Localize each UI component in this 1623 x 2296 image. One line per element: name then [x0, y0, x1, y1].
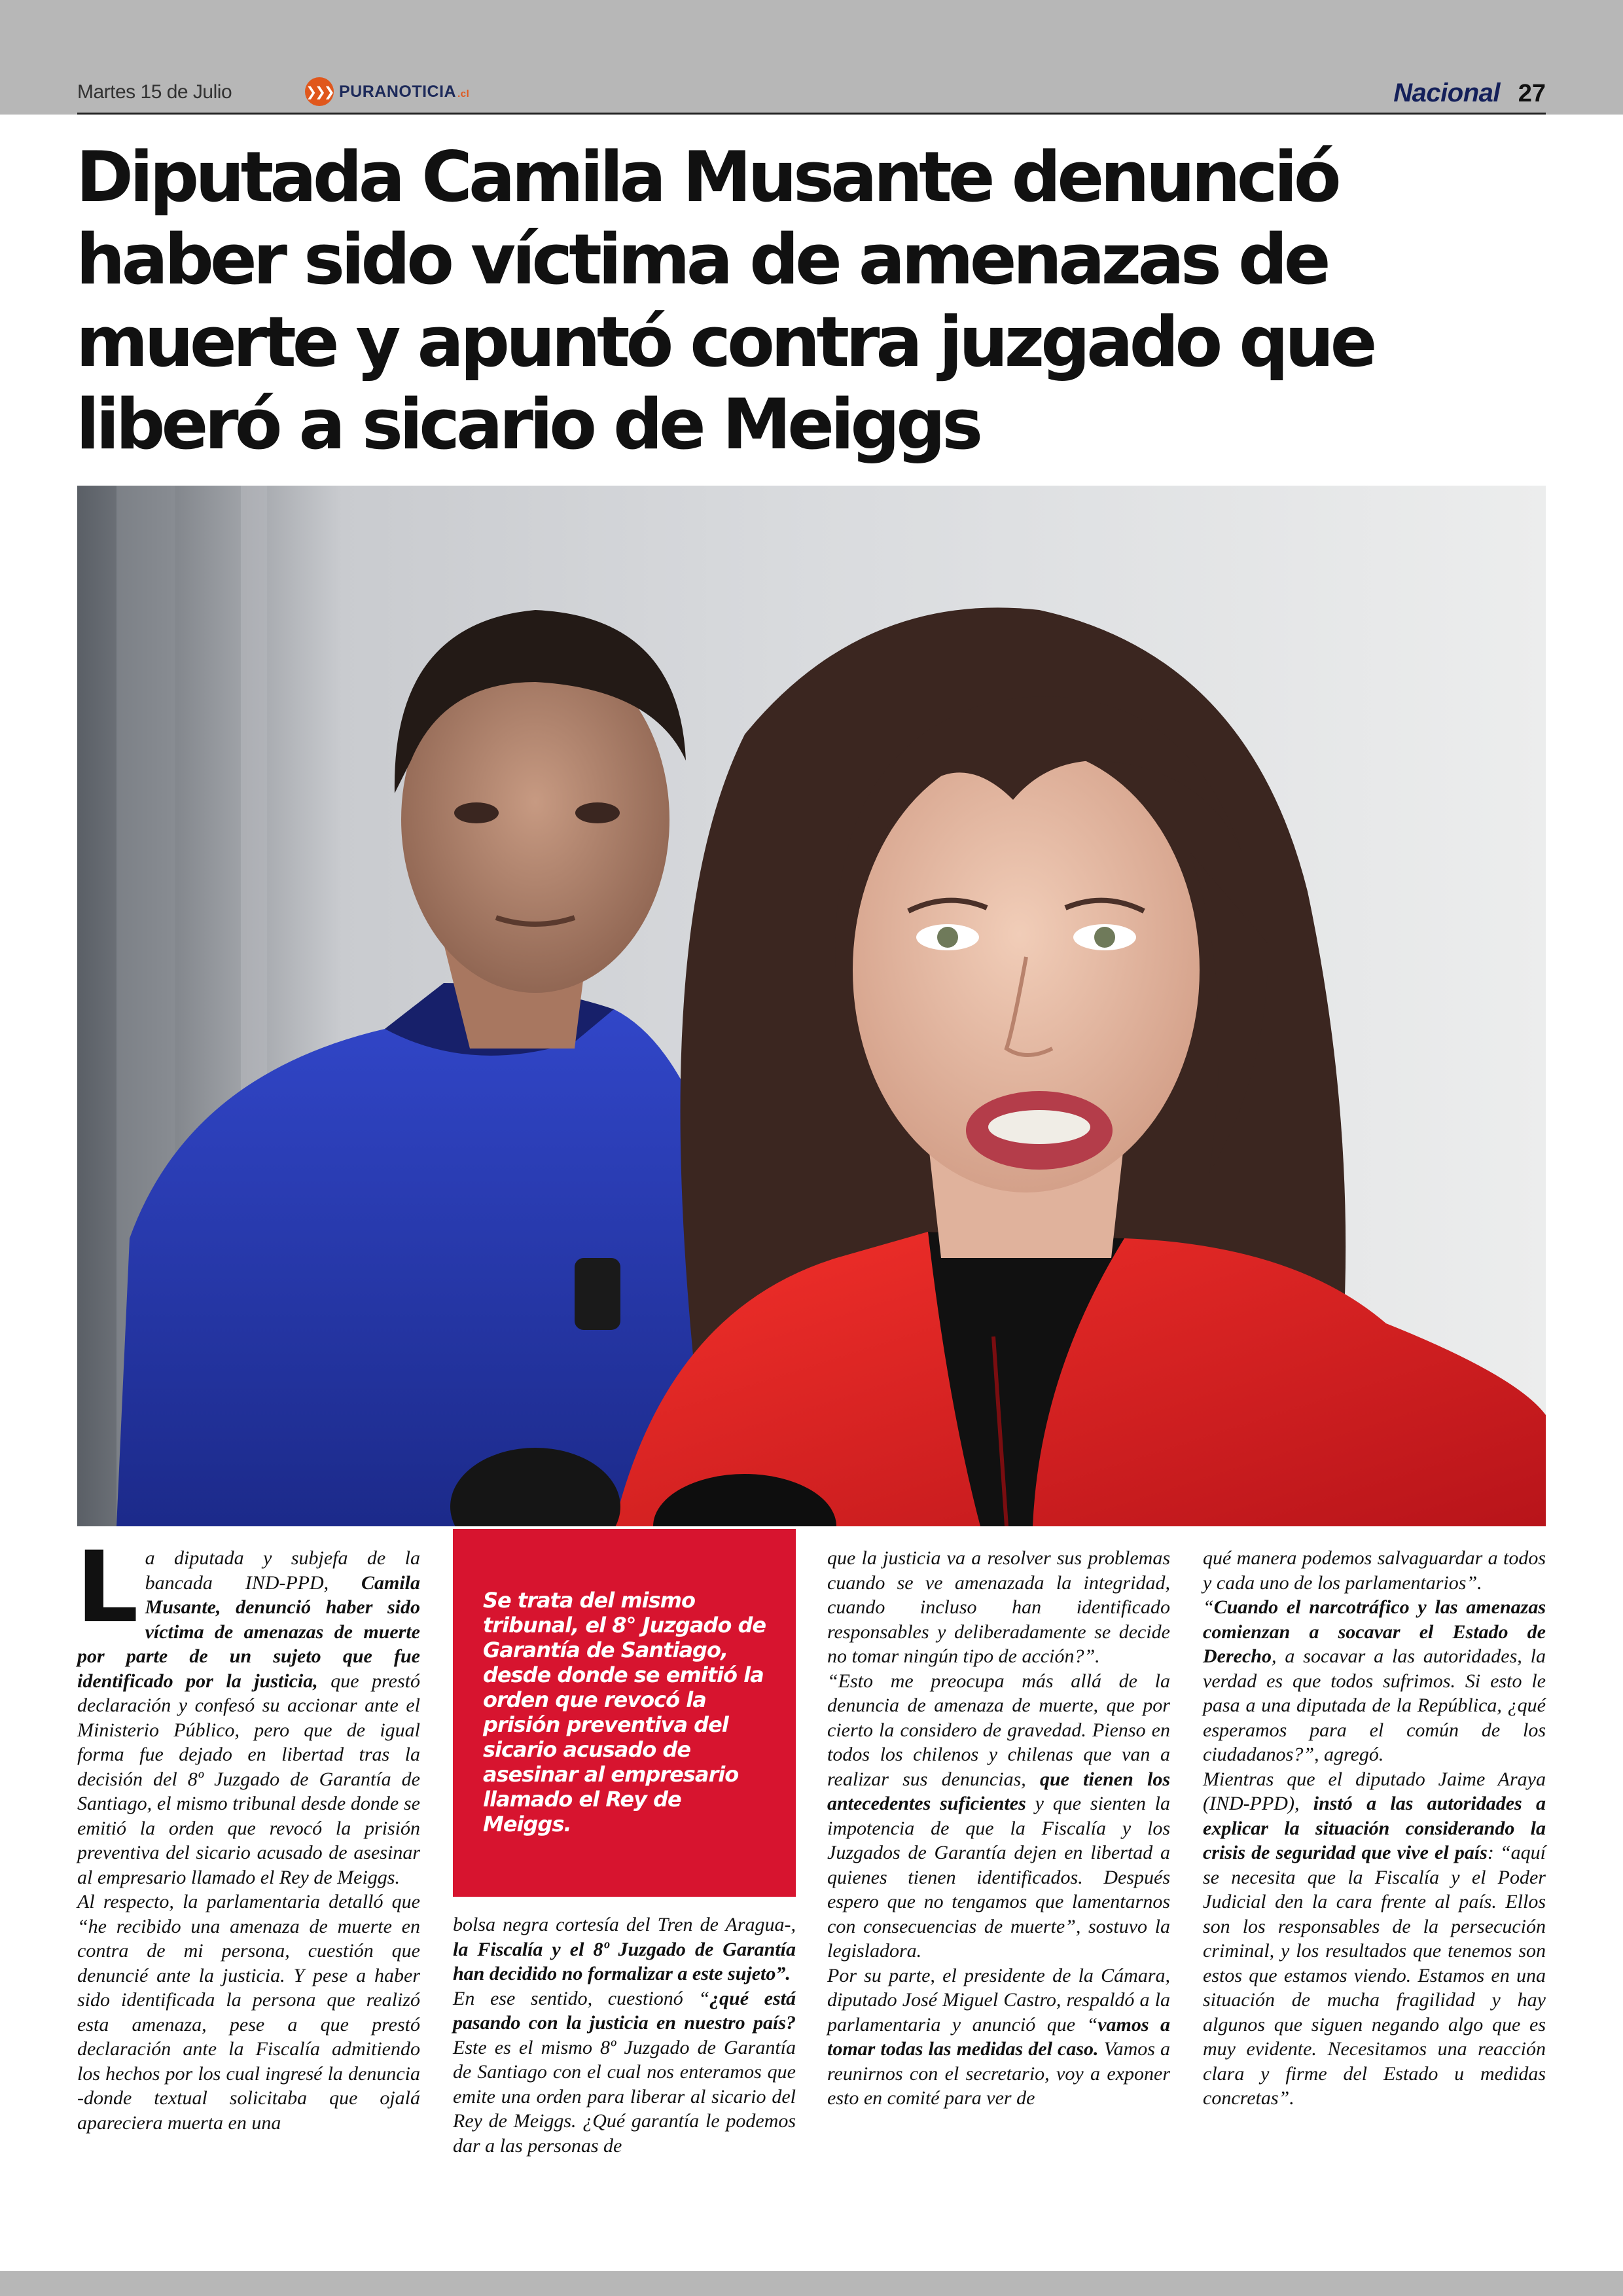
- article-headline: Diputada Camila Musante denunció haber sido víctima de amenazas de muerte y apuntó contra juzgado que liberó a sicario de Meiggs: [76, 137, 1374, 465]
- logo-wordmark: PURANOTICIA .cl: [339, 82, 470, 101]
- paragraph: En ese sentido, cuestionó “¿qué está pasando con la justicia en nuestro país? Este es el mismo 8º Juzgado de Garantía de Santiago con el cual nos enteramos que emite una orden para liberar al sicario del Rey de Meiggs. ¿Qué garantía le podemos dar a las personas de: [453, 1987, 796, 2157]
- paragraph: “Esto me preocupa más allá de la denuncia de amenaza de muerte, que por cierto la considero de gravedad. Pienso en todos los chilenos y chilenas que van a realizar sus denuncias, que tienen los antecedentes suficientes y que sienten la impotencia de que la Fiscalía y los Juzgados de Garantía dejen en libertad a quienes tienen identificados. Después espero que no tengamos que lamentarnos con consecuencias de muerte”, sostuvo la legisladora.: [827, 1670, 1171, 1962]
- section-name: Nacional: [1393, 79, 1500, 107]
- publication-logo: [305, 77, 469, 106]
- pull-quote-box: [453, 1529, 796, 1897]
- article-column-3: [827, 1546, 1170, 2111]
- pull-quote-text: Se trata del mismo tribunal, el 8° Juzgado de Garantía de Santiago, desde donde se emitió la orden que revocó la prisión preventiva del sicario acusado de asesinar al empresario llamado el Rey de Meiggs.: [483, 1588, 766, 1837]
- paragraph: que la justicia va a resolver sus problemas cuando se ve amenazada la integridad, cuando incluso han identificado responsables y deliberadamente se decide no tomar ningún tipo de acción?”.: [827, 1547, 1170, 1667]
- header-divider: [77, 113, 1546, 115]
- page-header: [77, 72, 1546, 118]
- paragraph: La diputada y subjefa de la bancada IND-PPD, Camila Musante, denunció haber sido víctima de amenazas de muerte por parte de un sujeto que fue identificado por la justicia, que prestó declaración y confesó su accionar ante el Ministerio Público, pero que de igual forma fue dejado en libertad tras la decisión del 8º Juzgado de Garantía de Santiago, el mismo tribunal desde donde se emitió la orden que revocó la prisión preventiva del sicario acusado de asesinar al empresario llamado el Rey de Meiggs.: [76, 1531, 421, 1888]
- article-photo: [77, 486, 1546, 1526]
- page-number: 27: [1518, 80, 1546, 107]
- paragraph: bolsa negra cortesía del Tren de Aragua-, la Fiscalía y el 8º Juzgado de Garantía han decidido no formalizar a este sujeto”.: [453, 1914, 796, 1984]
- paragraph: “Cuando el narcotráfico y las amenazas comienzan a socavar el Estado de Derecho, a socavar a las autoridades, la verdad es que todos sufrimos. Si esto le pasa a una diputada de la República, ¿qué esperamos para el común de los ciudadanos?”, agregó.: [1203, 1596, 1546, 1765]
- article-column-2: [453, 1912, 796, 2158]
- logo-chevrons-icon: ❯❯❯: [305, 77, 334, 106]
- paragraph: qué manera podemos salvaguardar a todos y cada uno de los parlamentarios”.: [1203, 1547, 1546, 1594]
- issue-date: Martes 15 de Julio: [77, 81, 232, 103]
- paragraph: Mientras que el diputado Jaime Araya (IND-PPD), instó a las autoridades a explicar la situación considerando la crisis de seguridad que vive el país: “aquí se necesita que la Fiscalía y el Poder Judicial den la cara frente al país. Ellos son los responsables de la persecución criminal, y los resultados que tenemos son estos que estamos viendo. Estamos en una situación de mucha fragilidad y hay algunos que siguen negando algo que es muy evidente. Necesitamos una reacción clara y firme del Estado u medidas concretas”.: [1203, 1768, 1546, 2109]
- paragraph: Al respecto, la parlamentaria detalló que “he recibido una amenaza de muerte en contra de mi persona, cuestión que denuncié ante la justicia. Y pese a haber sido identificada la persona que realizó esta amenaza, pese a que prestó declaración ante la Fiscalía admitiendo los hechos por los cual ingresé la denuncia -donde textual solicitaba que ojalá apareciera muerta en una: [77, 1891, 420, 2134]
- drop-cap: L: [76, 1531, 139, 1645]
- paragraph: Por su parte, el presidente de la Cámara, diputado José Miguel Castro, respaldó a la parlamentaria y anunció que “vamos a tomar todas las medidas del caso. Vamos a reunirnos con el secretario, voy a exponer esto en comité para ver de: [827, 1964, 1171, 2109]
- bottom-margin-band: [0, 2271, 1623, 2296]
- article-column-4: [1203, 1546, 1546, 2111]
- article-column-1: [76, 1531, 421, 2135]
